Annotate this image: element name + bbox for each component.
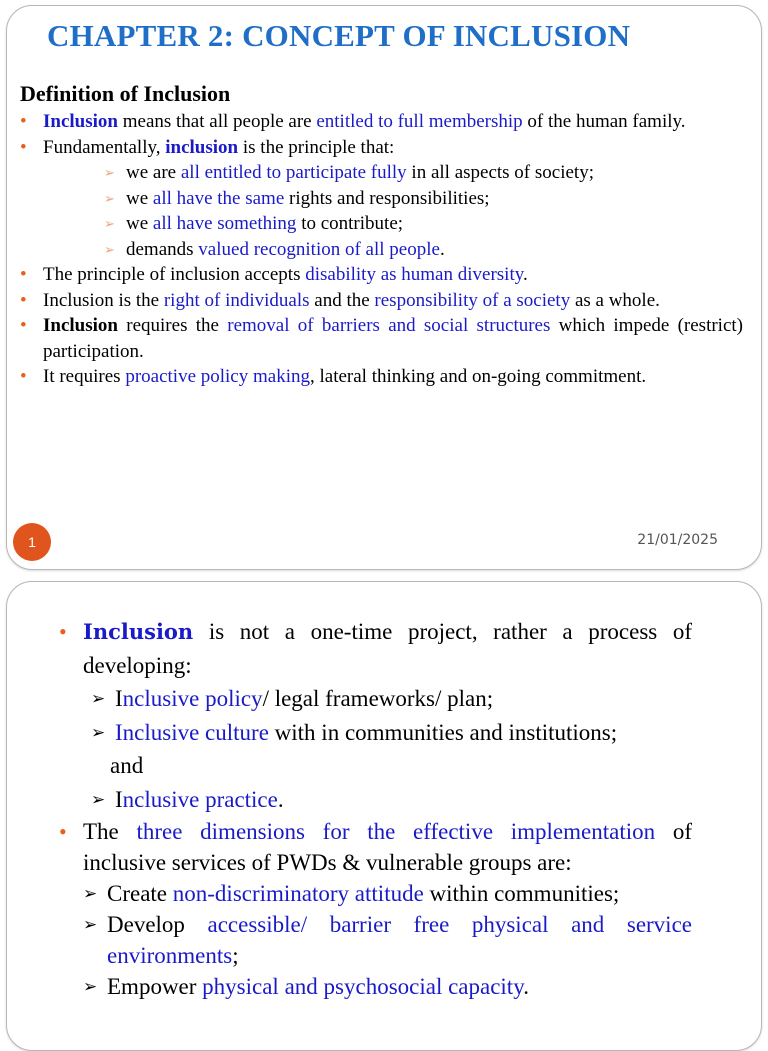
bullet-barriers: • Inclusion requires the removal of barriers and social structures which impede (restrict) participation. — [20, 313, 743, 364]
bullet-fundamentally: • Fundamentally, inclusion is the principle that: — [20, 135, 743, 161]
chapter-title: CHAPTER 2: CONCEPT OF INCLUSION — [47, 18, 631, 53]
sub-bullet-contribute: ➢ we all have something to contribute; — [20, 211, 743, 237]
slide-1 — [6, 5, 762, 570]
arrow-bullet-icon: ➢ — [91, 789, 106, 809]
bullet-three-dimensions: • The three dimensions for the effective implementation of inclusive services of PWDs & vulnerable groups are: — [57, 816, 692, 878]
sub-bullet-participate: ➢ we are all entitled to participate fully in all aspects of society; — [20, 160, 743, 186]
slide-date: 21/01/2025 — [637, 532, 718, 548]
sub-bullet-attitude: ➢ Create non-discriminatory attitude within communities; — [57, 878, 692, 909]
definition-list — [20, 109, 743, 390]
bullet-policy: • It requires proactive policy making, lateral thinking and on-going commitment. — [20, 364, 743, 390]
sub-bullet-practice: ➢ Inclusive practice. — [57, 783, 692, 817]
sub-bullet-culture: ➢ Inclusive culture with in communities and institutions; — [57, 716, 692, 750]
arrow-bullet-icon: ➢ — [104, 216, 115, 231]
arrow-bullet-icon: ➢ — [104, 241, 115, 257]
arrow-bullet-icon: ➢ — [91, 689, 106, 708]
sub-bullet-recognition: ➢ demands valued recognition of all people. — [20, 237, 743, 263]
sub-bullet-accessible: ➢ Develop accessible/ barrier free physical and service environments; — [57, 909, 692, 971]
arrow-bullet-icon: ➢ — [91, 722, 106, 742]
sub-bullet-empower: ➢ Empower physical and psychosocial capacity. — [57, 971, 692, 1002]
sub-bullet-policy: ➢ Inclusive policy/ legal frameworks/ plan; — [57, 682, 692, 716]
slide-number-badge: 1 — [13, 523, 51, 561]
bullet-right-responsibility: • Inclusion is the right of individuals and the responsibility of a society as a whole. — [20, 288, 743, 314]
arrow-bullet-icon: ➢ — [83, 915, 98, 934]
arrow-bullet-icon: ➢ — [83, 884, 98, 903]
sub-bullet-same-rights: ➢ we all have the same rights and responsibilities; — [20, 186, 743, 212]
arrow-bullet-icon: ➢ — [104, 190, 115, 206]
arrow-bullet-icon: ➢ — [104, 165, 115, 180]
bullet-process: • Inclusion is not a one-time project, rather a process of developing: — [57, 615, 692, 682]
bullet-diversity: • The principle of inclusion accepts disability as human diversity. — [20, 262, 743, 288]
arrow-bullet-icon: ➢ — [83, 977, 98, 996]
culture-continuation: and — [110, 753, 144, 778]
process-list — [57, 615, 692, 1002]
bullet-inclusion-meaning: • Inclusion means that all people are entitled to full membership of the human family. — [20, 109, 743, 135]
slide-2 — [6, 581, 762, 1051]
section-heading: Definition of Inclusion — [20, 81, 231, 106]
